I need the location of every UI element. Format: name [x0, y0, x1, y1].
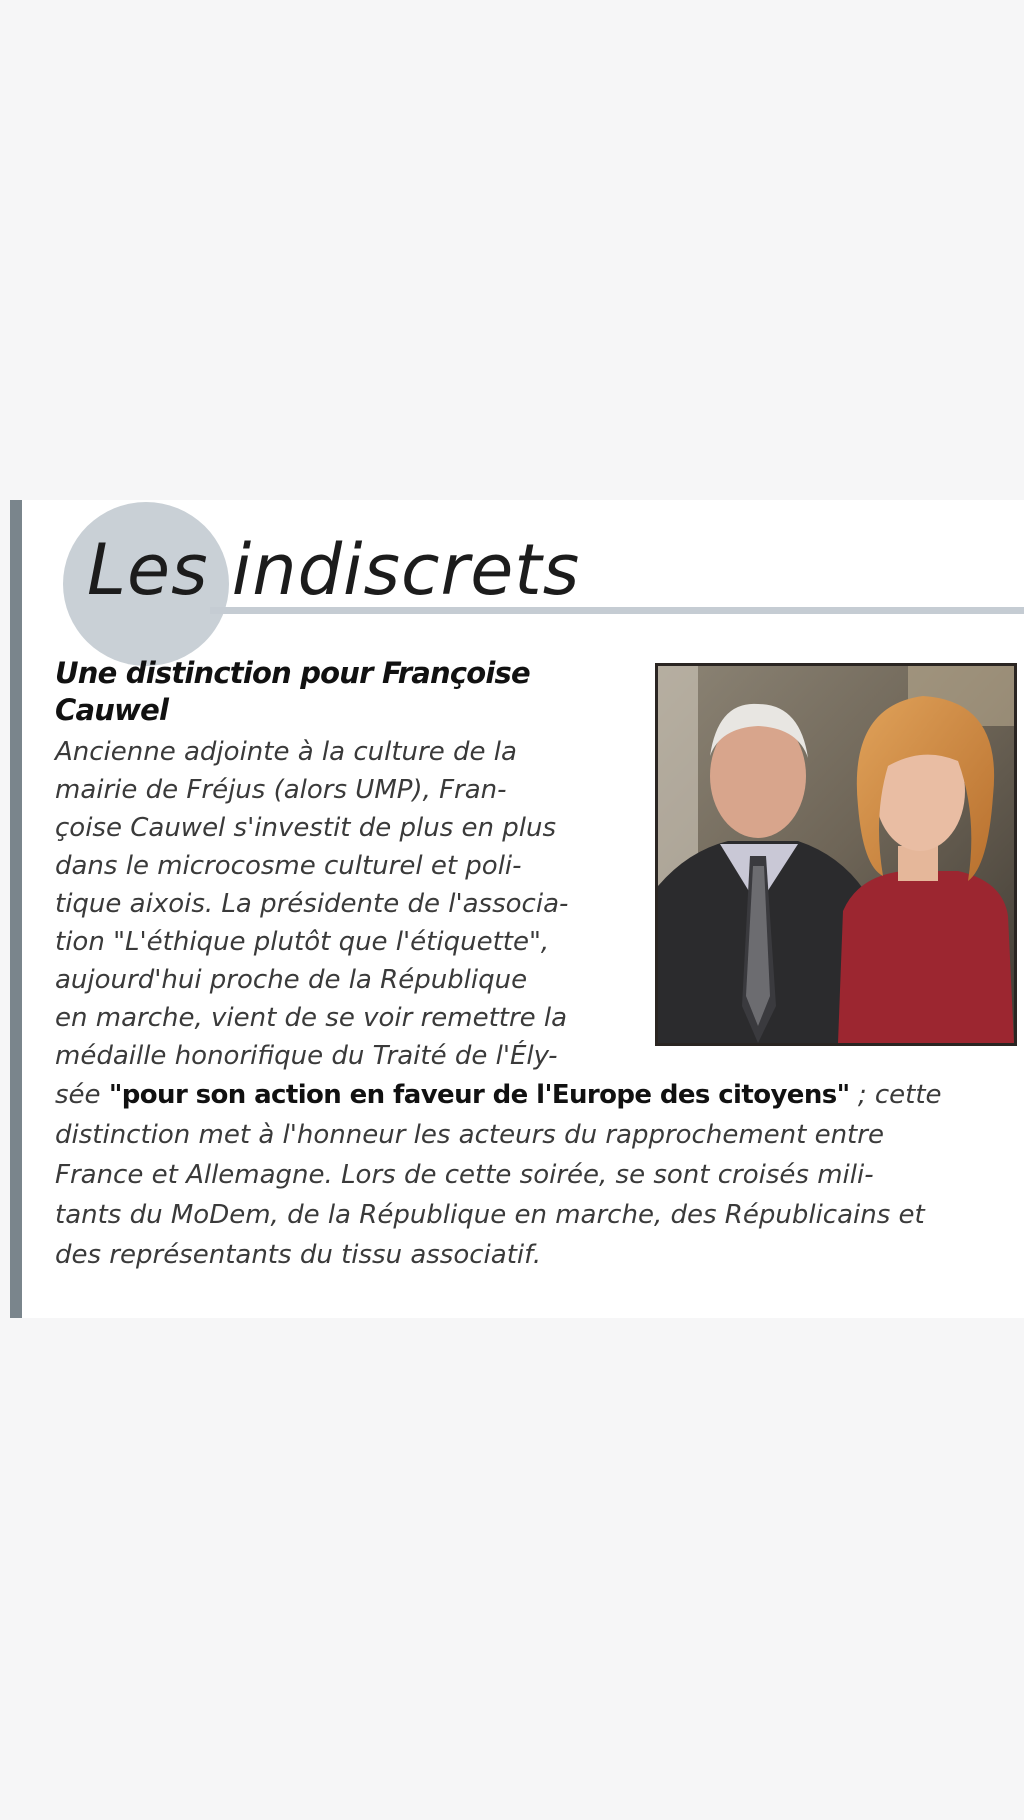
- body-line: tion "L'éthique plutôt que l'étiquette",: [55, 927, 550, 957]
- body-line: des représentants du tissu associatif.: [55, 1240, 542, 1270]
- body-line: tique aixois. La présidente de l'associa-: [55, 889, 569, 919]
- body-line: distinction met à l'honneur les acteurs du rapprochement entre: [55, 1120, 884, 1150]
- body-line: dans le microcosme culturel et poli-: [55, 851, 522, 881]
- body-line: Ancienne adjointe à la culture de la: [55, 737, 517, 767]
- newspaper-clipping: [10, 500, 1024, 1318]
- quote-prefix: sée: [55, 1080, 109, 1110]
- body-line: en marche, vient de se voir remettre la: [55, 1003, 568, 1033]
- photo-illustration: [658, 666, 1014, 1043]
- body-line-with-quote: [55, 1075, 1020, 1115]
- body-line: aujourd'hui proche de la République: [55, 965, 528, 995]
- article-body-continuation: [55, 1075, 1020, 1275]
- body-line: médaille honorifique du Traité de l'Ély-: [55, 1041, 558, 1071]
- column-accent-bar: [10, 500, 22, 1318]
- quote-suffix: ; cette: [849, 1080, 942, 1110]
- pull-quote: "pour son action en faveur de l'Europe des citoyens": [108, 1080, 850, 1110]
- article-body-lead: [55, 733, 635, 1075]
- article-photo: [655, 663, 1017, 1046]
- article-headline: Une distinction pour Françoise Cauwel: [55, 656, 530, 727]
- body-line: France et Allemagne. Lors de cette soirée, se sont croisés mili-: [55, 1160, 874, 1190]
- body-line: tants du MoDem, de la République en marche, des Républicains et: [55, 1200, 925, 1230]
- body-line: mairie de Fréjus (alors UMP), Fran-: [55, 775, 507, 805]
- section-title: Les indiscrets: [87, 529, 581, 611]
- body-line: çoise Cauwel s'investit de plus en plus: [55, 813, 557, 843]
